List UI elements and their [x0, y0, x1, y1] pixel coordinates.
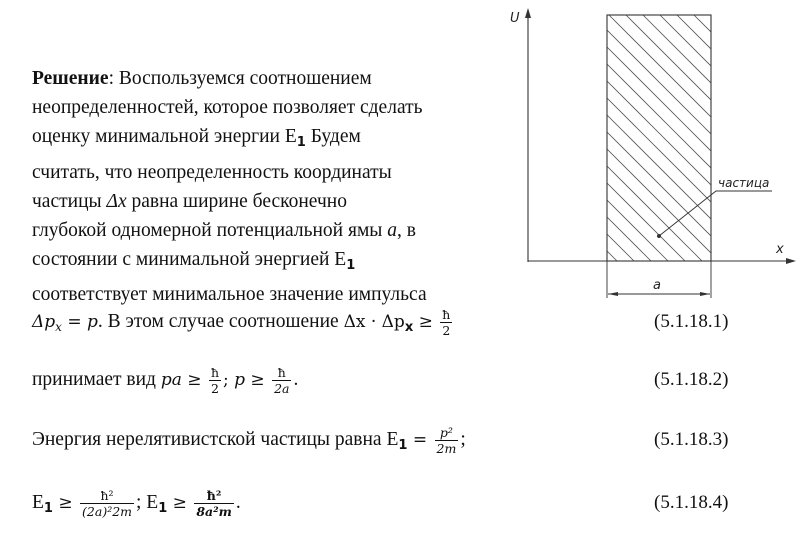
hatch-line: [607, 251, 751, 310]
equation-body-3: Энергия нерелятивистской частицы равна $Е_1$ = $\frac{\text{p²}}{2m}$ ;: [32, 425, 466, 457]
solution-line-1: Решение: Воспользуемся соотношением: [32, 68, 372, 89]
solution-line-5: частицы Δx равна ширине бесконечно: [32, 190, 347, 212]
hatch-line: [607, 234, 751, 310]
equation-number-4: (5.1.18.4): [654, 492, 729, 513]
well-hatching: [607, 0, 751, 310]
hatch-line: [607, 0, 751, 55]
solution-line-3: оценку минимальной энергии $Е_1$ Будем: [32, 126, 361, 151]
potential-well-diagram: [500, 0, 804, 310]
hatch-line: [607, 0, 751, 106]
hatch-line: [607, 30, 751, 174]
fraction-hbar2-8a2m: $\frac{\text{ħ²}}{\text{8a²m}}$: [196, 488, 232, 520]
fraction-hbar-2a: $\frac{ħ}{2a}$: [274, 365, 290, 397]
equation-number-3: (5.1.18.3): [654, 429, 729, 450]
solution-line-8: соответствует минимальное значение импульса: [32, 284, 427, 306]
hatch-line: [607, 217, 751, 310]
solution-line-2: неопределенностей, которое позволяет сделать: [32, 97, 423, 119]
equation-body-2: принимает вид pa ≥ $\frac{ħ}{2}$ ; p ≥ $\frac{ħ}{2a}$ .: [32, 365, 299, 397]
solution-label: Решение: [32, 68, 109, 89]
equation-row-4: [32, 483, 772, 523]
hatch-line: [607, 81, 751, 225]
width-label: a: [653, 278, 661, 293]
hatch-line: [607, 0, 751, 72]
hatch-line: [607, 132, 751, 276]
hatch-line: [607, 0, 751, 89]
solution-line-6: глубокой одномерной потенциальной ямы a, в: [32, 220, 416, 242]
fraction-hbar2-2a2-2m: $\frac{\text{ħ²}}{\text{(2a)²2m}}$: [82, 488, 133, 520]
equation-number-1: (5.1.18.1): [654, 311, 729, 332]
delta-x-var: Δx: [106, 190, 127, 212]
well-region: [607, 15, 711, 261]
equation-row-2: [32, 360, 772, 400]
hatch-line: [607, 0, 751, 123]
solution-line-7: состоянии с минимальной энергией $Е_1$: [32, 249, 356, 274]
y-axis-label: U: [510, 11, 520, 26]
particle-leader: [659, 191, 772, 236]
particle-label: частица: [718, 176, 770, 190]
a-var: a: [387, 220, 398, 242]
equation-body-1: $\Delta p_x = p$. В этом случае соотношение $\Delta x \cdot \Delta p_x$ ≥ $\frac{ħ}{2}$: [32, 307, 451, 339]
equation-body-4: $Е_1$ ≥ $\frac{\text{ħ²}}{\text{(2a)²2m}}$ ; $Е_1$ ≥ $\frac{\text{ħ²}}{\text{8a²m}}$ .: [32, 488, 241, 520]
hatch-line: [607, 13, 751, 157]
solution-line-4: считать, что неопределенность координаты: [32, 161, 392, 183]
hatch-line: [607, 302, 751, 310]
hatch-line: [607, 268, 751, 310]
x-axis-label: x: [776, 242, 784, 257]
e1-subscript: 1: [296, 135, 306, 151]
hatch-line: [607, 183, 751, 310]
y-axis-arrow: [525, 8, 531, 18]
fraction-p2-2m: $\frac{\text{p²}}{2m}$: [436, 425, 457, 457]
dimension-arrow-left: [608, 292, 618, 296]
equation-number-2: (5.1.18.2): [654, 369, 729, 390]
fraction-hbar-2: $\frac{ħ}{2}$: [442, 307, 451, 339]
dimension-arrow-right: [700, 292, 710, 296]
hatch-line: [607, 285, 751, 310]
hatch-line: [607, 149, 751, 293]
equation-row-3: [32, 420, 772, 460]
solution-paragraph: [32, 64, 502, 310]
fraction-hbar-2b: $\frac{ħ}{2}$: [210, 365, 219, 397]
hatch-line: [607, 47, 751, 191]
x-axis-arrow: [786, 258, 796, 264]
e1-subscript-2: 1: [346, 258, 356, 274]
